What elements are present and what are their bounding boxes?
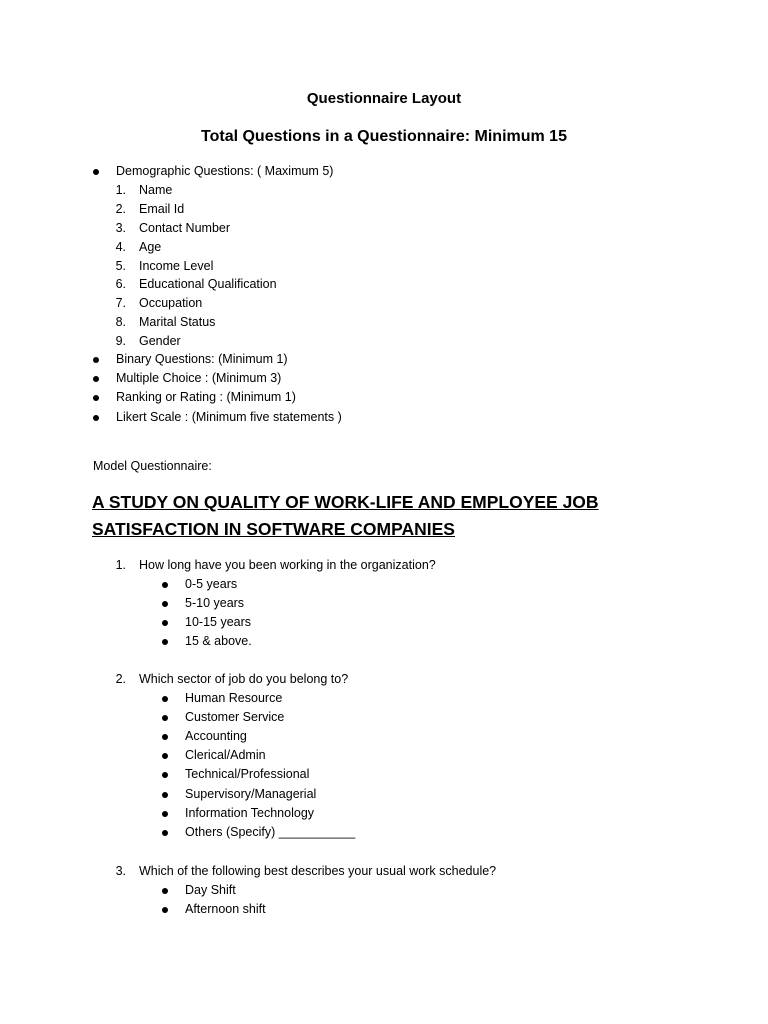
- bullet-icon: [162, 811, 168, 817]
- bullet-icon: [162, 601, 168, 607]
- list-item: Educational Qualification: [139, 277, 277, 291]
- list-item-number: 2.: [115, 202, 126, 216]
- list-item-number: 8.: [115, 315, 126, 329]
- option-item: 10-15 years: [185, 615, 252, 629]
- list-item: Marital Status: [139, 315, 216, 329]
- bullet-icon: [162, 620, 168, 626]
- question-number: 1.: [115, 558, 126, 572]
- option-item: 15 & above.: [185, 634, 252, 648]
- question-text: Which sector of job do you belong to?: [139, 672, 349, 686]
- category-demographic: Demographic Questions: ( Maximum 5): [116, 164, 334, 178]
- total-questions-heading: Total Questions in a Questionnaire: Minimum 15: [201, 128, 567, 145]
- option-item: Human Resource: [185, 691, 283, 705]
- list-item: Age: [139, 240, 162, 254]
- option-item: Others (Specify) ___________: [185, 825, 356, 839]
- category-ranking: Ranking or Rating : (Minimum 1): [116, 390, 296, 404]
- list-item-number: 7.: [115, 296, 126, 310]
- study-title-line-1: A STUDY ON QUALITY OF WORK-LIFE AND EMPLOYEE JOB: [92, 492, 599, 512]
- model-questionnaire-label: Model Questionnaire:: [93, 459, 212, 473]
- list-item-number: 6.: [115, 277, 126, 291]
- bullet-icon: [162, 639, 168, 645]
- option-item: 0-5 years: [185, 577, 238, 591]
- option-item: Clerical/Admin: [185, 748, 266, 762]
- bullet-icon: [93, 169, 99, 175]
- option-item: Customer Service: [185, 710, 285, 724]
- list-item: Email Id: [139, 202, 185, 216]
- question-number: 3.: [115, 864, 126, 878]
- question-number: 2.: [115, 672, 126, 686]
- category-binary: Binary Questions: (Minimum 1): [116, 352, 288, 366]
- option-item: Accounting: [185, 729, 247, 743]
- list-item: Gender: [139, 334, 181, 348]
- bullet-icon: [162, 734, 168, 740]
- option-item: Technical/Professional: [185, 767, 310, 781]
- category-multiple-choice: Multiple Choice : (Minimum 3): [116, 371, 282, 385]
- list-item-number: 1.: [115, 183, 126, 197]
- bullet-icon: [162, 907, 168, 913]
- bullet-icon: [162, 753, 168, 759]
- bullet-icon: [162, 888, 168, 894]
- option-item: Supervisory/Managerial: [185, 787, 317, 801]
- option-item: Afternoon shift: [185, 902, 266, 916]
- list-item: Income Level: [139, 259, 214, 273]
- question-text: Which of the following best describes your usual work schedule?: [139, 864, 497, 878]
- option-item: Information Technology: [185, 806, 315, 820]
- option-item: Day Shift: [185, 883, 236, 897]
- bullet-icon: [162, 582, 168, 588]
- list-item-number: 3.: [115, 221, 126, 235]
- list-item: Contact Number: [139, 221, 231, 235]
- list-item: Occupation: [139, 296, 203, 310]
- list-item: Name: [139, 183, 173, 197]
- bullet-icon: [93, 357, 99, 363]
- bullet-icon: [162, 715, 168, 721]
- list-item-number: 9.: [115, 334, 126, 348]
- bullet-icon: [93, 415, 99, 421]
- list-item-number: 5.: [115, 259, 126, 273]
- bullet-icon: [162, 772, 168, 778]
- category-likert: Likert Scale : (Minimum five statements ): [116, 410, 342, 424]
- bullet-icon: [93, 395, 99, 401]
- bullet-icon: [93, 376, 99, 382]
- list-item-number: 4.: [115, 240, 126, 254]
- bullet-icon: [162, 792, 168, 798]
- bullet-icon: [162, 830, 168, 836]
- option-item: 5-10 years: [185, 596, 245, 610]
- study-title-line-2: SATISFACTION IN SOFTWARE COMPANIES: [92, 519, 455, 539]
- layout-title: Questionnaire Layout: [306, 90, 462, 107]
- bullet-icon: [162, 696, 168, 702]
- question-text: How long have you been working in the organization?: [139, 558, 436, 572]
